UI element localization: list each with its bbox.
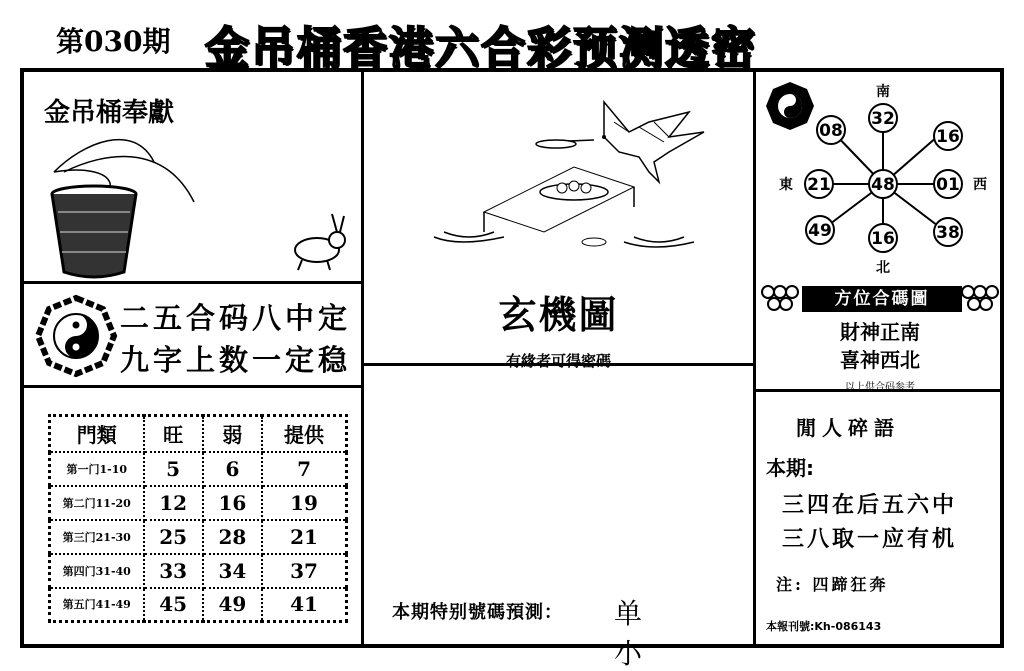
header-strong: 旺 xyxy=(144,416,203,452)
svg-text:16: 16 xyxy=(871,229,895,249)
direction-note: 以上供合码参考 xyxy=(845,382,915,393)
talk-panel xyxy=(756,392,1004,644)
label-south: 南 xyxy=(876,84,890,100)
issue-number: 第030期 xyxy=(56,25,171,58)
svg-text:32: 32 xyxy=(871,109,895,129)
cloud-ornament-right xyxy=(960,284,1004,314)
label-west: 西 xyxy=(973,177,987,193)
doors-panel xyxy=(24,388,364,644)
direction-line-1: 財神正南 xyxy=(840,320,920,344)
cell-value: 12 xyxy=(144,486,203,520)
direction-panel xyxy=(756,72,1004,392)
publication-number: 本報刊號:Kh-086143 xyxy=(766,620,882,633)
doors-table xyxy=(48,414,348,623)
ball-southwest xyxy=(806,216,834,244)
graph-title: 玄機圖 xyxy=(498,292,619,337)
ball-north xyxy=(869,104,897,132)
cell-value: 33 xyxy=(144,554,203,588)
cell-value: 49 xyxy=(203,588,262,622)
cell-value: 45 xyxy=(144,588,203,622)
special-number-value: 单 小 xyxy=(614,597,673,670)
offer-panel xyxy=(24,72,364,284)
svg-text:16: 16 xyxy=(936,127,960,147)
special-number-panel xyxy=(364,366,756,670)
row-label: 第二门11-20 xyxy=(50,486,144,520)
talk-line-1: 三四在后五六中 xyxy=(782,492,958,518)
table-row xyxy=(50,452,347,486)
table-row xyxy=(50,554,347,588)
rabbit-icon xyxy=(282,212,352,272)
direction-diagram xyxy=(756,72,1004,276)
row-label: 第四门31-40 xyxy=(50,554,144,588)
ball-northeast xyxy=(934,122,962,150)
cell-value: 7 xyxy=(262,452,346,486)
bird-scale-illustration xyxy=(414,92,714,262)
cell-value: 37 xyxy=(262,554,346,588)
ball-northwest xyxy=(817,116,845,144)
cell-value: 21 xyxy=(262,520,346,554)
row-label: 第三门21-30 xyxy=(50,520,144,554)
offer-title: 金吊桶奉獻 xyxy=(44,98,175,128)
cell-value: 34 xyxy=(203,554,262,588)
direction-banner: 方位合碼圖 xyxy=(802,286,962,312)
talk-title: 閒人碎語 xyxy=(796,416,900,440)
page-title: 金吊桶香港六合彩预测透密 xyxy=(205,23,757,74)
cell-value: 28 xyxy=(203,520,262,554)
ball-south xyxy=(869,224,897,252)
table-row xyxy=(50,486,347,520)
talk-note: 注: 四蹄狂奔 xyxy=(776,575,889,594)
svg-text:48: 48 xyxy=(871,175,895,195)
ball-west xyxy=(805,170,833,198)
table-row xyxy=(50,588,347,622)
svg-text:01: 01 xyxy=(936,175,960,195)
label-east: 東 xyxy=(779,177,793,193)
talk-issue-label: 本期: xyxy=(766,456,814,480)
table-header-row xyxy=(50,416,347,452)
svg-text:08: 08 xyxy=(819,121,843,141)
label-north: 北 xyxy=(876,260,890,276)
special-number-label: 本期特别號碼預測： xyxy=(392,602,563,623)
verse-line-1: 二五合码八中定 xyxy=(120,301,352,335)
talk-line-2: 三八取一应有机 xyxy=(782,526,958,552)
row-label: 第五门41-49 xyxy=(50,588,144,622)
bagua-yinyang-icon xyxy=(38,298,114,374)
svg-text:21: 21 xyxy=(807,175,831,195)
cell-value: 5 xyxy=(144,452,203,486)
cloud-ornament-left xyxy=(760,284,804,314)
row-label: 第一门1-10 xyxy=(50,452,144,486)
ball-east xyxy=(934,170,962,198)
ball-center xyxy=(869,170,897,198)
verse-panel xyxy=(24,284,364,388)
cell-value: 25 xyxy=(144,520,203,554)
direction-line-2: 喜神西北 xyxy=(840,348,920,372)
verse-line-2: 九字上数一定稳 xyxy=(120,343,352,377)
ball-southeast xyxy=(934,218,962,246)
bucket-icon xyxy=(44,132,164,282)
cell-value: 41 xyxy=(262,588,346,622)
graph-subtitle: 有緣者可得密碼 xyxy=(505,352,611,370)
header-category: 門類 xyxy=(50,416,144,452)
cell-value: 16 xyxy=(203,486,262,520)
svg-text:38: 38 xyxy=(936,223,960,243)
svg-text:49: 49 xyxy=(808,221,832,241)
header-weak: 弱 xyxy=(203,416,262,452)
cell-value: 19 xyxy=(262,486,346,520)
header-offer: 提供 xyxy=(262,416,346,452)
cell-value: 6 xyxy=(203,452,262,486)
table-row xyxy=(50,520,347,554)
mystery-graph-panel xyxy=(364,72,756,370)
